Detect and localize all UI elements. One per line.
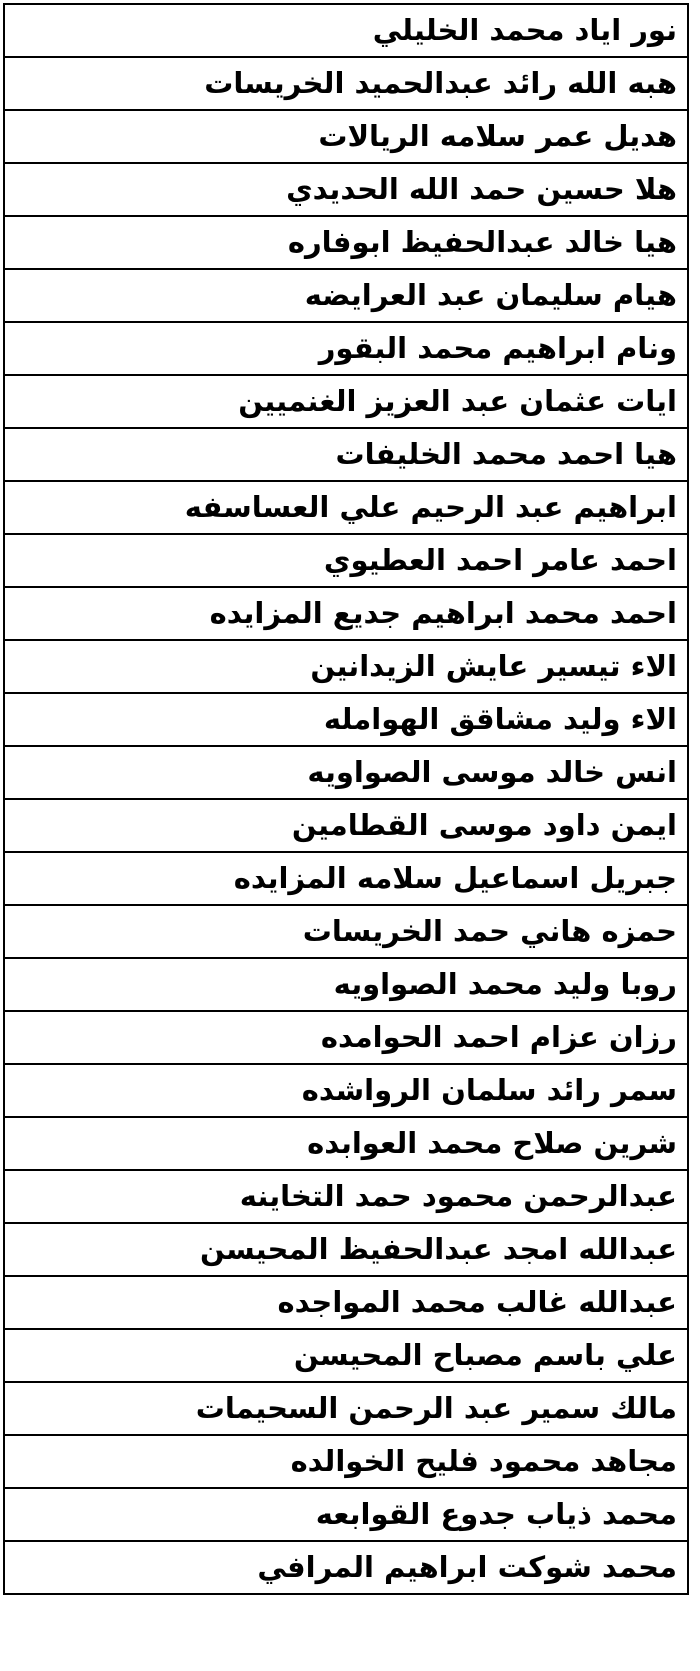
name-cell: هيام سليمان عبد العرايضه bbox=[4, 269, 688, 322]
table-row bbox=[4, 1382, 688, 1435]
names-table bbox=[3, 3, 689, 1595]
table-row bbox=[4, 1276, 688, 1329]
table-row bbox=[4, 1011, 688, 1064]
name-cell: مجاهد محمود فليح الخوالده bbox=[4, 1435, 688, 1488]
name-cell: عبدالله امجد عبدالحفيظ المحيسن bbox=[4, 1223, 688, 1276]
name-cell: محمد ذياب جدوع القوابعه bbox=[4, 1488, 688, 1541]
table-row bbox=[4, 216, 688, 269]
table-row bbox=[4, 1117, 688, 1170]
name-cell: الاء تيسير عايش الزيدانين bbox=[4, 640, 688, 693]
table-row bbox=[4, 534, 688, 587]
name-cell: هديل عمر سلامه الريالات bbox=[4, 110, 688, 163]
name-cell: ابراهيم عبد الرحيم علي العساسفه bbox=[4, 481, 688, 534]
name-cell: شرين صلاح محمد العوابده bbox=[4, 1117, 688, 1170]
name-cell: هلا حسين حمد الله الحديدي bbox=[4, 163, 688, 216]
table-row bbox=[4, 799, 688, 852]
table-row bbox=[4, 269, 688, 322]
name-cell: انس خالد موسى الصواويه bbox=[4, 746, 688, 799]
name-cell: علي باسم مصباح المحيسن bbox=[4, 1329, 688, 1382]
table-row bbox=[4, 693, 688, 746]
name-cell: عبدالرحمن محمود حمد التخاينه bbox=[4, 1170, 688, 1223]
name-cell: سمر رائد سلمان الرواشده bbox=[4, 1064, 688, 1117]
name-cell: عبدالله غالب محمد المواجده bbox=[4, 1276, 688, 1329]
table-row bbox=[4, 587, 688, 640]
name-cell: ونام ابراهيم محمد البقور bbox=[4, 322, 688, 375]
table-row bbox=[4, 110, 688, 163]
table-row bbox=[4, 1329, 688, 1382]
table-row bbox=[4, 163, 688, 216]
table-row bbox=[4, 1223, 688, 1276]
table-row bbox=[4, 375, 688, 428]
name-cell: روبا وليد محمد الصواويه bbox=[4, 958, 688, 1011]
name-cell: نور اياد محمد الخليلي bbox=[4, 4, 688, 57]
name-cell: حمزه هاني حمد الخريسات bbox=[4, 905, 688, 958]
table-row bbox=[4, 4, 688, 57]
name-cell: محمد شوكت ابراهيم المرافي bbox=[4, 1541, 688, 1594]
name-cell: احمد عامر احمد العطيوي bbox=[4, 534, 688, 587]
table-row bbox=[4, 1170, 688, 1223]
table-row bbox=[4, 1435, 688, 1488]
table-row bbox=[4, 1488, 688, 1541]
table-row bbox=[4, 852, 688, 905]
table-row bbox=[4, 746, 688, 799]
table-row bbox=[4, 905, 688, 958]
table-row bbox=[4, 322, 688, 375]
table-row bbox=[4, 640, 688, 693]
name-cell: مالك سمير عبد الرحمن السحيمات bbox=[4, 1382, 688, 1435]
name-cell: هيا احمد محمد الخليفات bbox=[4, 428, 688, 481]
names-table-body bbox=[4, 4, 688, 1594]
name-cell: جبريل اسماعيل سلامه المزايده bbox=[4, 852, 688, 905]
table-row bbox=[4, 1064, 688, 1117]
name-cell: الاء وليد مشاقق الهوامله bbox=[4, 693, 688, 746]
name-cell: رزان عزام احمد الحوامده bbox=[4, 1011, 688, 1064]
name-cell: هيا خالد عبدالحفيظ ابوفاره bbox=[4, 216, 688, 269]
table-row bbox=[4, 57, 688, 110]
table-row bbox=[4, 1541, 688, 1594]
name-cell: احمد محمد ابراهيم جديع المزايده bbox=[4, 587, 688, 640]
table-row bbox=[4, 428, 688, 481]
name-cell: ايمن داود موسى القطامين bbox=[4, 799, 688, 852]
name-cell: هبه الله رائد عبدالحميد الخريسات bbox=[4, 57, 688, 110]
name-cell: ايات عثمان عبد العزيز الغنميين bbox=[4, 375, 688, 428]
table-row bbox=[4, 958, 688, 1011]
table-row bbox=[4, 481, 688, 534]
